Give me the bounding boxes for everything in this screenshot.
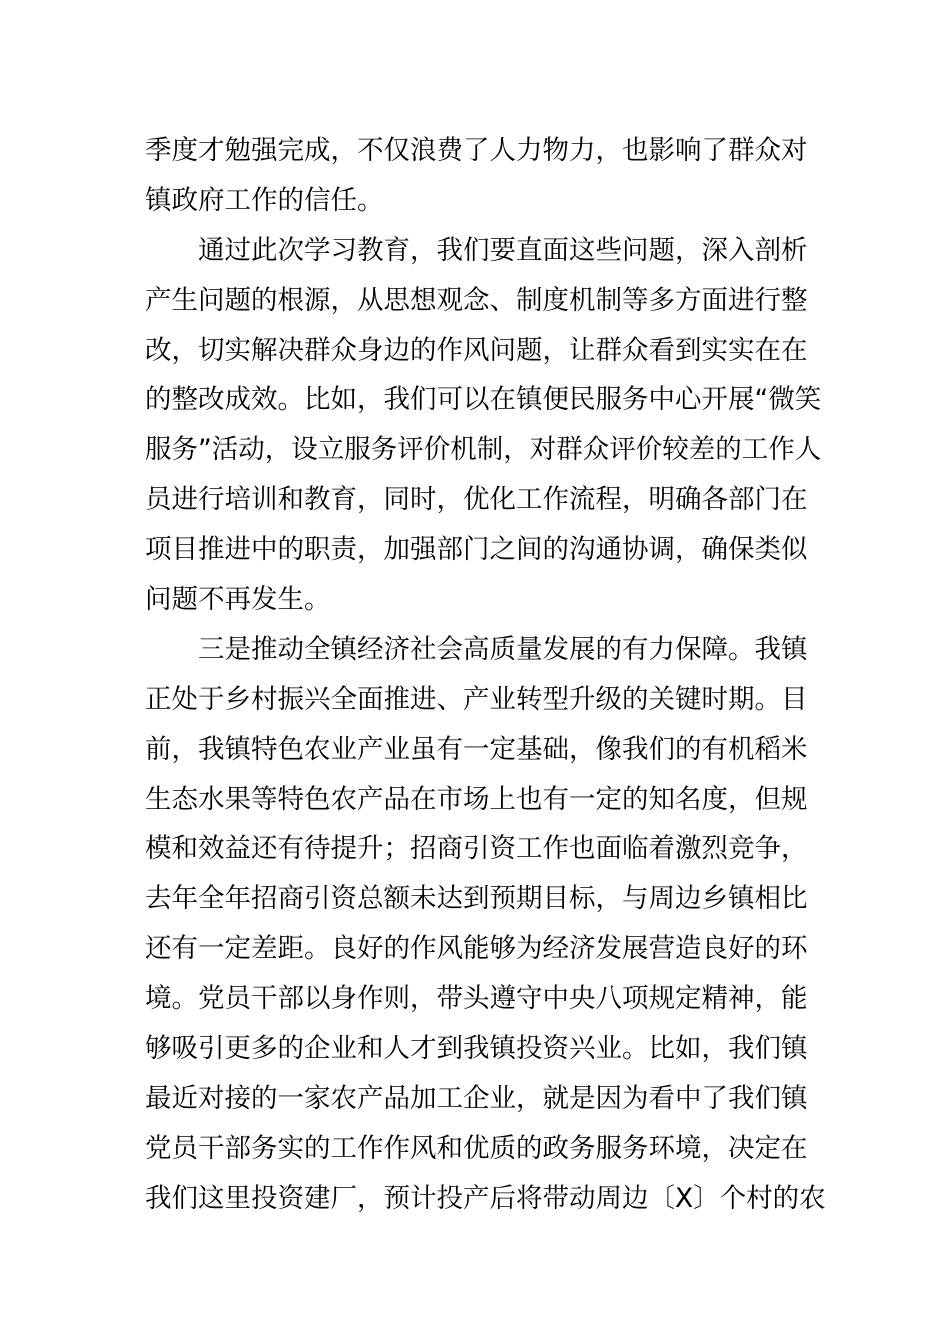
text-line: 三是推动全镇经济社会高质量发展的有力保障。我镇	[145, 633, 808, 665]
text-line: 去年全年招商引资总额未达到预期目标，与周边乡镇相比	[145, 883, 808, 915]
text-line: 最近对接的一家农产品加工企业，就是因为看中了我们镇	[145, 1082, 808, 1114]
text-line: 我们这里投资建厂，预计投产后将带动周边〔X〕个村的农	[145, 1182, 826, 1214]
text-line: 党员干部务实的工作作风和优质的政务服务环境，决定在	[145, 1132, 808, 1164]
text-line: 还有一定差距。良好的作风能够为经济发展营造良好的环	[145, 933, 808, 965]
text-line: 季度才勉强完成，不仅浪费了人力物力，也影响了群众对	[145, 135, 808, 166]
text-line: 通过此次学习教育，我们要直面这些问题，深入剖析	[145, 234, 808, 266]
text-line: 服务”活动，设立服务评价机制，对群众评价较差的工作人	[145, 434, 822, 466]
text-line: 生态水果等特色农产品在市场上也有一定的知名度，但规	[145, 783, 808, 815]
body-text	[145, 126, 826, 1224]
text-line: 的整改成效。比如，我们可以在镇便民服务中心开展“微笑	[145, 384, 822, 416]
text-line: 正处于乡村振兴全面推进、产业转型升级的关键时期。目	[145, 683, 808, 715]
text-line: 产生问题的根源，从思想观念、制度机制等多方面进行整	[145, 284, 808, 316]
text-line: 模和效益还有待提升；招商引资工作也面临着激烈竞争，	[145, 833, 808, 865]
text-line: 够吸引更多的企业和人才到我镇投资兴业。比如，我们镇	[145, 1033, 808, 1065]
text-line: 前，我镇特色农业产业虽有一定基础，像我们的有机稻米	[145, 733, 808, 765]
text-line: 问题不再发生。	[145, 584, 331, 616]
text-line: 镇政府工作的信任。	[145, 184, 384, 216]
text-line: 员进行培训和教育，同时，优化工作流程，明确各部门在	[145, 484, 808, 516]
text-line: 境。党员干部以身作则，带头遵守中央八项规定精神，能	[145, 983, 808, 1015]
text-line: 项目推进中的职责，加强部门之间的沟通协调，确保类似	[145, 534, 808, 566]
text-line: 改，切实解决群众身边的作风问题，让群众看到实实在在	[145, 334, 808, 366]
